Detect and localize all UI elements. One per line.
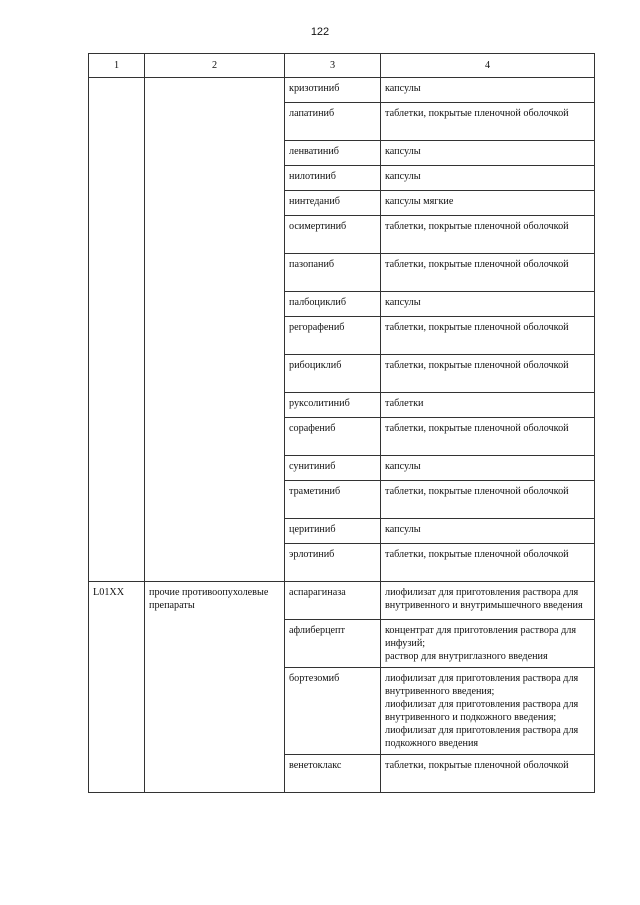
dosage-form-cell: капсулы <box>381 292 595 317</box>
drug-name-cell: руксолитиниб <box>285 393 381 418</box>
dosage-form-cell: капсулы <box>381 456 595 481</box>
dosage-form-cell: таблетки <box>381 393 595 418</box>
drug-name-cell: сорафениб <box>285 418 381 456</box>
dosage-form-cell: таблетки, покрытые пленочной оболочкой <box>381 355 595 393</box>
dosage-form-cell: капсулы мягкие <box>381 191 595 216</box>
drug-name-cell: сунитиниб <box>285 456 381 481</box>
dosage-form-cell: таблетки, покрытые пленочной оболочкой <box>381 103 595 141</box>
dosage-form-cell: таблетки, покрытые пленочной оболочкой <box>381 254 595 292</box>
drug-name-cell: аспарагиназа <box>285 582 381 620</box>
dosage-form-cell: капсулы <box>381 78 595 103</box>
dosage-form-cell: капсулы <box>381 141 595 166</box>
dosage-form-cell: капсулы <box>381 519 595 544</box>
atc-code-cell <box>89 78 145 582</box>
header-row <box>89 54 595 78</box>
drug-name-cell: лапатиниб <box>285 103 381 141</box>
drug-name-cell: венетоклакс <box>285 755 381 793</box>
table-body <box>89 78 595 793</box>
drug-name-cell: регорафениб <box>285 317 381 355</box>
drug-name-cell: эрлотиниб <box>285 544 381 582</box>
header-cell-3: 3 <box>285 54 381 78</box>
drug-table <box>88 53 595 793</box>
drug-name-cell: нилотиниб <box>285 166 381 191</box>
drug-name-cell: рибоциклиб <box>285 355 381 393</box>
drug-name-cell: ленватиниб <box>285 141 381 166</box>
dosage-form-cell: таблетки, покрытые пленочной оболочкой <box>381 544 595 582</box>
drug-name-cell: осимертиниб <box>285 216 381 254</box>
group-name-cell: прочие противоопухолевые препараты <box>145 582 285 793</box>
dosage-form-cell: лиофилизат для приготовления раствора для внутривенного и внутримышечного введения <box>381 582 595 620</box>
drug-name-cell: афлиберцепт <box>285 620 381 668</box>
drug-name-cell: траметиниб <box>285 481 381 519</box>
header-cell-2: 2 <box>145 54 285 78</box>
dosage-form-cell: таблетки, покрытые пленочной оболочкой <box>381 317 595 355</box>
drug-name-cell: палбоциклиб <box>285 292 381 317</box>
dosage-form-cell: таблетки, покрытые пленочной оболочкой <box>381 418 595 456</box>
table-row <box>89 582 595 620</box>
atc-code-cell: L01XX <box>89 582 145 793</box>
dosage-form-cell: таблетки, покрытые пленочной оболочкой <box>381 755 595 793</box>
dosage-form-cell: капсулы <box>381 166 595 191</box>
drug-name-cell: кризотиниб <box>285 78 381 103</box>
dosage-form-cell: концентрат для приготовления раствора для инфузий; раствор для внутриглазного введения <box>381 620 595 668</box>
header-cell-1: 1 <box>89 54 145 78</box>
header-cell-4: 4 <box>381 54 595 78</box>
drug-name-cell: пазопаниб <box>285 254 381 292</box>
dosage-form-cell: лиофилизат для приготовления раствора для внутривенного введения; лиофилизат для приготовления раствора для внутривенного и подкожного введения; лиофилизат для приготовления раствора для подкожного введения <box>381 668 595 755</box>
table-row <box>89 78 595 103</box>
dosage-form-cell: таблетки, покрытые пленочной оболочкой <box>381 216 595 254</box>
dosage-form-cell: таблетки, покрытые пленочной оболочкой <box>381 481 595 519</box>
drug-name-cell: нинтеданиб <box>285 191 381 216</box>
group-name-cell <box>145 78 285 582</box>
page-number: 122 <box>310 26 330 38</box>
drug-name-cell: бортезомиб <box>285 668 381 755</box>
drug-name-cell: церитиниб <box>285 519 381 544</box>
